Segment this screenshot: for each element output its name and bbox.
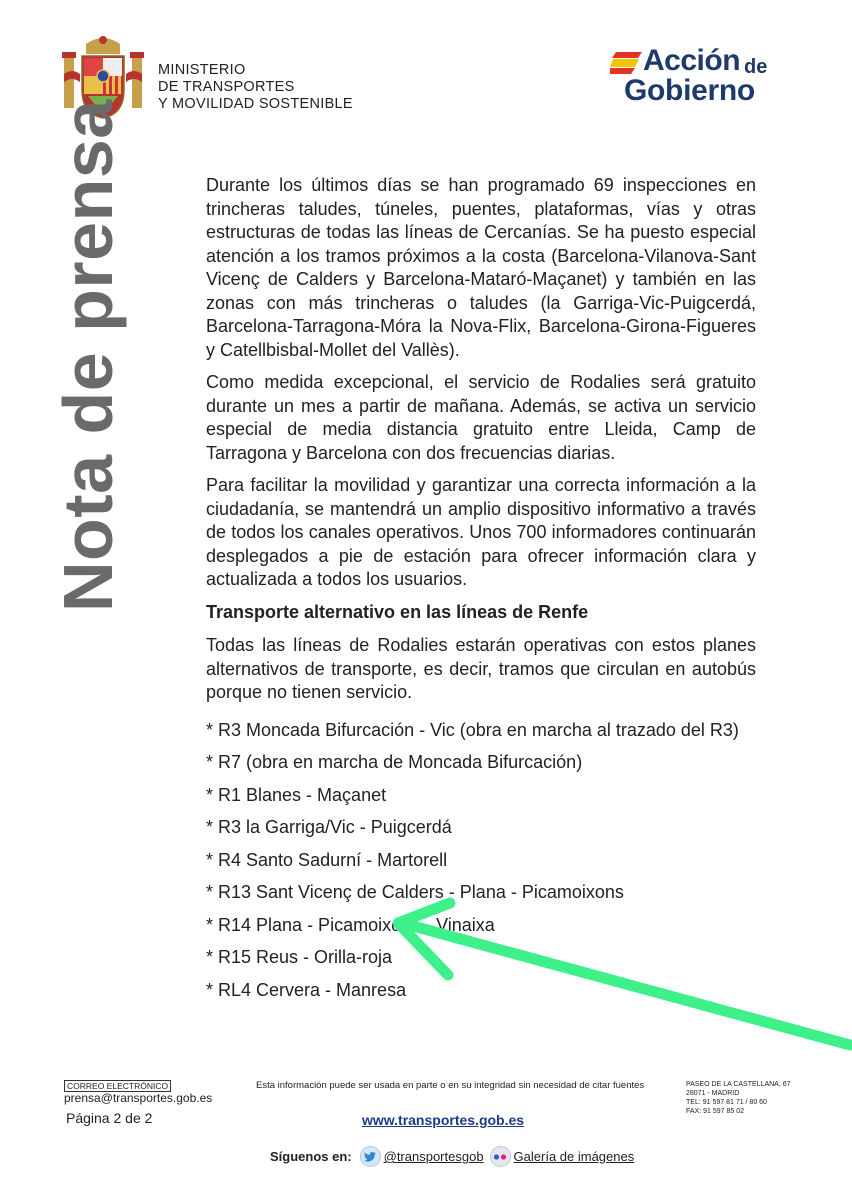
spain-flag-icon	[610, 52, 642, 74]
section-intro: Todas las líneas de Rodalies estarán operativas con estos planes alternativos de transporte, es decir, tramos que circulan en autobús porque no tienen servicio.	[206, 635, 756, 702]
list-item: * RL4 Cervera - Manresa	[206, 979, 407, 1000]
ministry-name	[158, 62, 353, 113]
annotation-arrow-icon	[380, 895, 852, 1055]
ministry-line: Y MOVILIDAD SOSTENIBLE	[158, 96, 353, 112]
postal-address	[686, 1080, 791, 1116]
twitter-handle-link[interactable]: @transportesgob	[383, 1149, 484, 1164]
email-address[interactable]: prensa@transportes.gob.es	[64, 1091, 213, 1105]
list-item: * R7 (obra en marcha de Moncada Bifurcación)	[206, 752, 583, 772]
list-item: * R4 Santo Sadurní - Martorell	[206, 849, 448, 870]
body-paragraph: Para facilitar la movilidad y garantizar una correcta información a la ciudadanía, se mantendrá un amplio dispositivo informativo a través de todos los canales operativos. Unos 700 informadores continuarán desplegados a pie de estación para ofrecer información clara y actualizada a todos los usuarios.	[206, 475, 756, 589]
accion-logo-text: Acción	[643, 44, 741, 77]
follow-label: Síguenos en:	[270, 1149, 352, 1164]
twitter-icon[interactable]	[360, 1146, 381, 1167]
ministry-line: DE TRANSPORTES	[158, 79, 295, 95]
website-link[interactable]: www.transportes.gob.es	[362, 1112, 525, 1128]
usage-notice: Esta información puede ser usada en parte o en su integridad sin necesidad de citar fuentes	[256, 1080, 645, 1091]
list-item: * R15 Reus - Orilla-roja	[206, 947, 393, 967]
list-item: * R3 la Garriga/Vic - Puigcerdá	[206, 817, 452, 837]
press-release-body	[206, 174, 756, 1011]
page-number: Página 2 de 2	[66, 1110, 153, 1126]
flickr-icon[interactable]	[490, 1146, 511, 1167]
address-line: PASEO DE LA CASTELLANA, 67	[686, 1081, 791, 1088]
gobierno-logo-text: Gobierno	[624, 74, 755, 107]
image-gallery-link[interactable]: Galería de imágenes	[513, 1149, 635, 1164]
section-heading: Transporte alternativo en las líneas de Renfe	[206, 601, 589, 622]
list-item: * R13 Sant Vicenç de Calders - Plana - Picamoixons	[206, 882, 624, 902]
side-title: Nota de prensa	[49, 99, 127, 612]
list-item: * R14 Plana - Picamoixons - Vinaixa	[206, 914, 495, 935]
ministry-line: MINISTERIO	[158, 62, 246, 78]
body-paragraph: Durante los últimos días se han programado 69 inspecciones en trincheras taludes, túneles, puentes, plataformas, vías y otras estructuras de todas las líneas de Cercanías. Se ha puesto especial atención a los tramos próximos a la costa (Barcelona-Vilanova-Sant Vicenç de Calders y Barcelona-Mataró-Maçanet) y también en las zonas con más trincheras o taludes (la Garriga-Vic-Puigcerdá, Barcelona-Tarragona-Móra la Nova-Flix, Barcelona-Girona-Figueres y Catellbisbal-Mollet del Vallès).	[206, 175, 756, 360]
list-item: * R3 Moncada Bifurcación - Vic (obra en marcha al trazado del R3)	[206, 719, 739, 740]
body-paragraph: Como medida excepcional, el servicio de Rodalies será gratuito durante un mes a partir de mañana. Además, se activa un servicio especial de media distancia gratuito entre Lleida, Camp de Tarragona y Barcelona con dos frecuencias diarias.	[206, 372, 756, 463]
address-line: 28071 - MADRID	[686, 1090, 740, 1097]
address-line: FAX: 91 597 85 02	[686, 1108, 744, 1115]
email-label: CORREO ELECTRÓNICO	[64, 1080, 171, 1092]
social-links	[270, 1146, 634, 1167]
accion-logo-de: de	[744, 56, 768, 78]
list-item: * R1 Blanes - Maçanet	[206, 784, 387, 805]
address-line: TEL: 91 597 81 71 / 80 60	[686, 1099, 767, 1106]
